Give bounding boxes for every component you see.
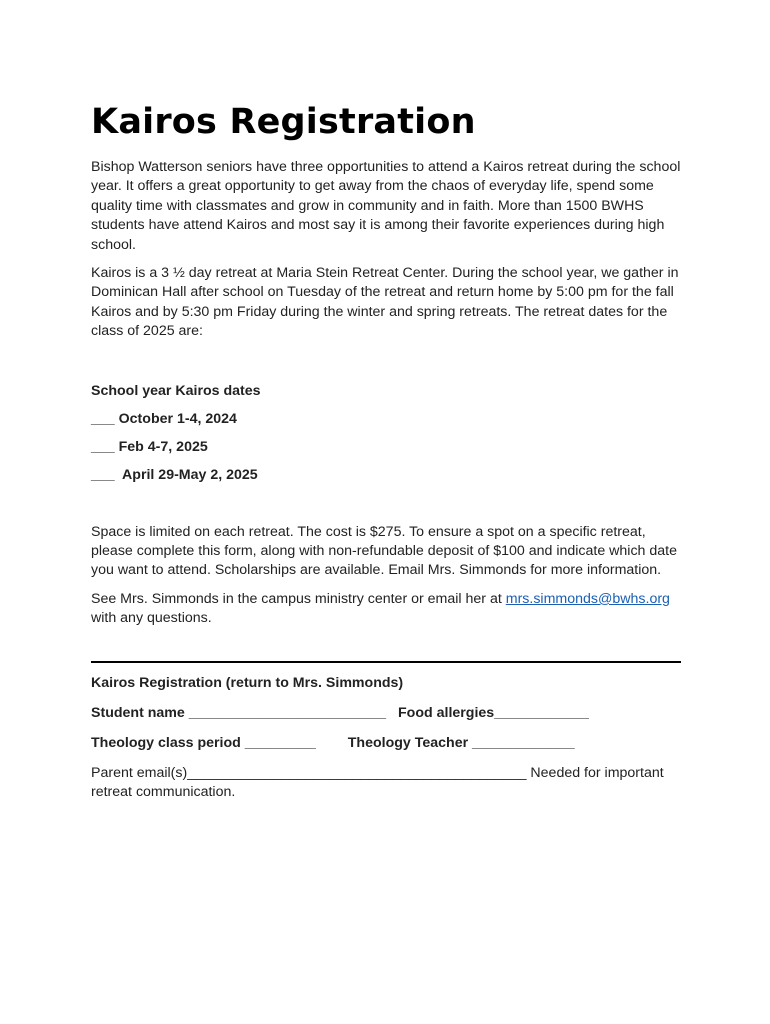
- date-option-label: April 29-May 2, 2025: [118, 466, 258, 483]
- date-option-blank: ___: [91, 410, 115, 427]
- theology-period-field[interactable]: Theology class period _________: [91, 734, 316, 751]
- date-option-label: October 1-4, 2024: [118, 410, 237, 427]
- food-allergies-field[interactable]: Food allergies____________: [398, 704, 589, 721]
- theology-teacher-field[interactable]: Theology Teacher _____________: [347, 734, 575, 751]
- form-row-name-allergies: [91, 704, 691, 723]
- page-title: Kairos Registration: [91, 102, 476, 142]
- email-link[interactable]: mrs.simmonds@bwhs.org: [505, 590, 670, 607]
- date-option-blank: ___: [91, 438, 115, 455]
- form-row-theology: [91, 734, 691, 753]
- contact-suffix: with any questions.: [91, 610, 212, 627]
- form-divider: [91, 661, 681, 663]
- date-option-october[interactable]: [91, 410, 691, 429]
- date-option-label: Feb 4-7, 2025: [118, 438, 208, 455]
- date-option-april[interactable]: [91, 466, 691, 485]
- date-option-blank: ___: [91, 466, 115, 483]
- contact-prefix: See Mrs. Simmonds in the campus ministry center or email her at: [91, 590, 502, 607]
- form-title: Kairos Registration (return to Mrs. Simmonds): [91, 674, 404, 691]
- details-paragraph: Kairos is a 3 ½ day retreat at Maria Stein Retreat Center. During the school year, we gather in Dominican Hall after school on Tuesday of the retreat and return home by 5:00 pm for the fall Kairos and by 5:30 pm Friday during the winter and spring retreats. The retreat dates for the class of 2025 are:: [91, 265, 679, 340]
- date-option-february[interactable]: [91, 438, 691, 457]
- contact-paragraph: [91, 590, 691, 629]
- parent-email-field[interactable]: Parent email(s)___________________________________________ Needed for important retreat communication.: [91, 764, 664, 801]
- document-page: [91, 96, 691, 803]
- intro-paragraph: Bishop Watterson seniors have three opportunities to attend a Kairos retreat during the school year. It offers a great opportunity to get away from the chaos of everyday life, spend some quality time with classmates and grow in community and in faith. More than 1500 BWHS students have attend Kairos and most say it is among their favorite experiences during high school.: [91, 159, 681, 253]
- dates-heading: School year Kairos dates: [91, 382, 261, 399]
- student-name-field[interactable]: Student name _________________________: [91, 704, 387, 721]
- cost-paragraph: Space is limited on each retreat. The cost is $275. To ensure a spot on a specific retreat, please complete this form, along with non-refundable deposit of $100 and indicate which date you want to attend. Scholarships are available. Email Mrs. Simmonds for more information.: [91, 523, 678, 579]
